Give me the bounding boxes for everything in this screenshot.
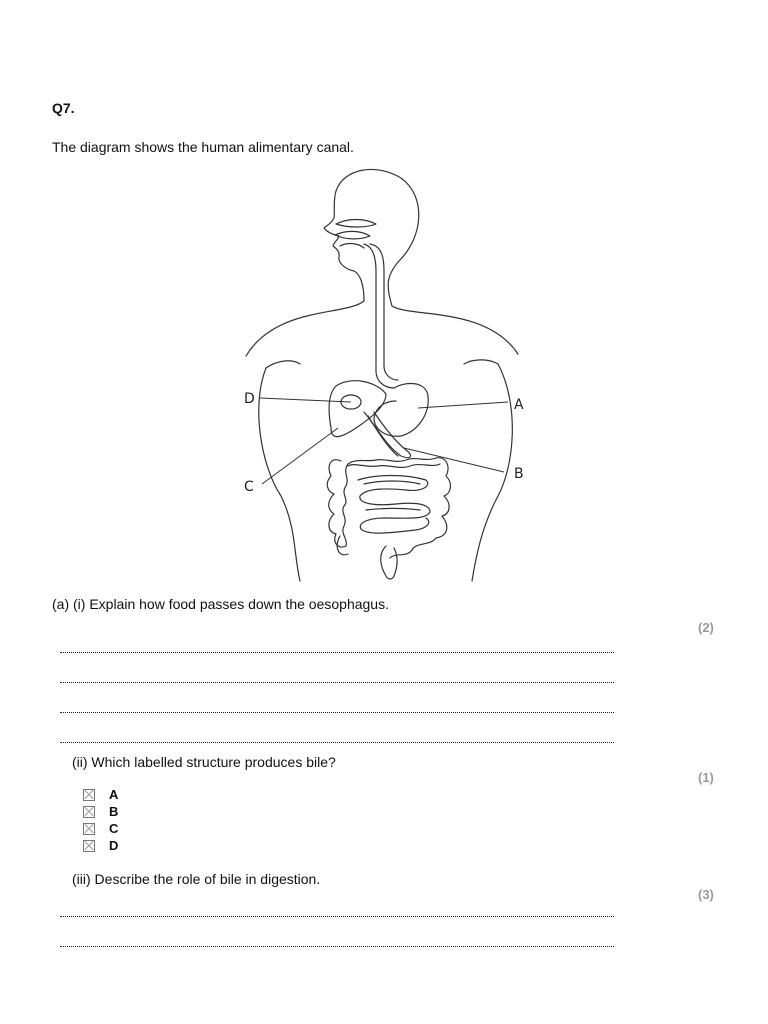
part-a-ii-text: (ii) Which labelled structure produces bile? bbox=[72, 754, 336, 770]
part-a-i-text: (a) (i) Explain how food passes down the oesophagus. bbox=[52, 596, 389, 612]
large-intestine bbox=[327, 458, 450, 558]
label-line-c bbox=[262, 428, 338, 484]
label-a: A bbox=[514, 397, 524, 413]
label-line-d bbox=[260, 398, 351, 402]
question-intro: The diagram shows the human alimentary canal. bbox=[52, 139, 354, 155]
alimentary-canal-diagram bbox=[236, 166, 536, 586]
checkbox-c[interactable] bbox=[83, 823, 95, 835]
part-a-iii-marks: (3) bbox=[698, 887, 714, 902]
answer-line-aiii-2[interactable] bbox=[60, 946, 614, 947]
option-d[interactable] bbox=[83, 838, 118, 853]
label-c: C bbox=[244, 479, 254, 495]
body-outline-left bbox=[246, 301, 364, 356]
option-a-label: A bbox=[109, 787, 119, 802]
option-c[interactable] bbox=[83, 821, 118, 836]
checkbox-d[interactable] bbox=[83, 840, 95, 852]
label-b: B bbox=[514, 466, 524, 482]
answer-line-ai-3[interactable] bbox=[60, 712, 614, 713]
checkbox-a[interactable] bbox=[83, 789, 95, 801]
question-number: Q7. bbox=[52, 100, 75, 116]
answer-line-ai-4[interactable] bbox=[60, 742, 614, 743]
head-outline bbox=[324, 169, 419, 306]
oesophagus bbox=[364, 244, 394, 388]
label-line-a bbox=[418, 402, 508, 408]
answer-line-aiii-1[interactable] bbox=[60, 916, 614, 917]
stomach bbox=[374, 383, 428, 436]
option-a[interactable] bbox=[83, 787, 118, 802]
part-a-iii-text: (iii) Describe the role of bile in digestion. bbox=[72, 871, 321, 887]
option-b[interactable] bbox=[83, 804, 118, 819]
option-c-label: C bbox=[109, 821, 119, 836]
part-a-i-marks: (2) bbox=[698, 620, 714, 635]
rectum bbox=[381, 546, 397, 579]
label-d: D bbox=[244, 391, 255, 407]
option-b-label: B bbox=[109, 804, 119, 819]
checkbox-b[interactable] bbox=[83, 806, 95, 818]
answer-line-ai-1[interactable] bbox=[60, 652, 614, 653]
part-a-ii-marks: (1) bbox=[698, 770, 714, 785]
option-d-label: D bbox=[109, 838, 119, 853]
body-outline-right bbox=[392, 306, 518, 354]
label-line-b bbox=[404, 448, 504, 472]
answer-line-ai-2[interactable] bbox=[60, 682, 614, 683]
